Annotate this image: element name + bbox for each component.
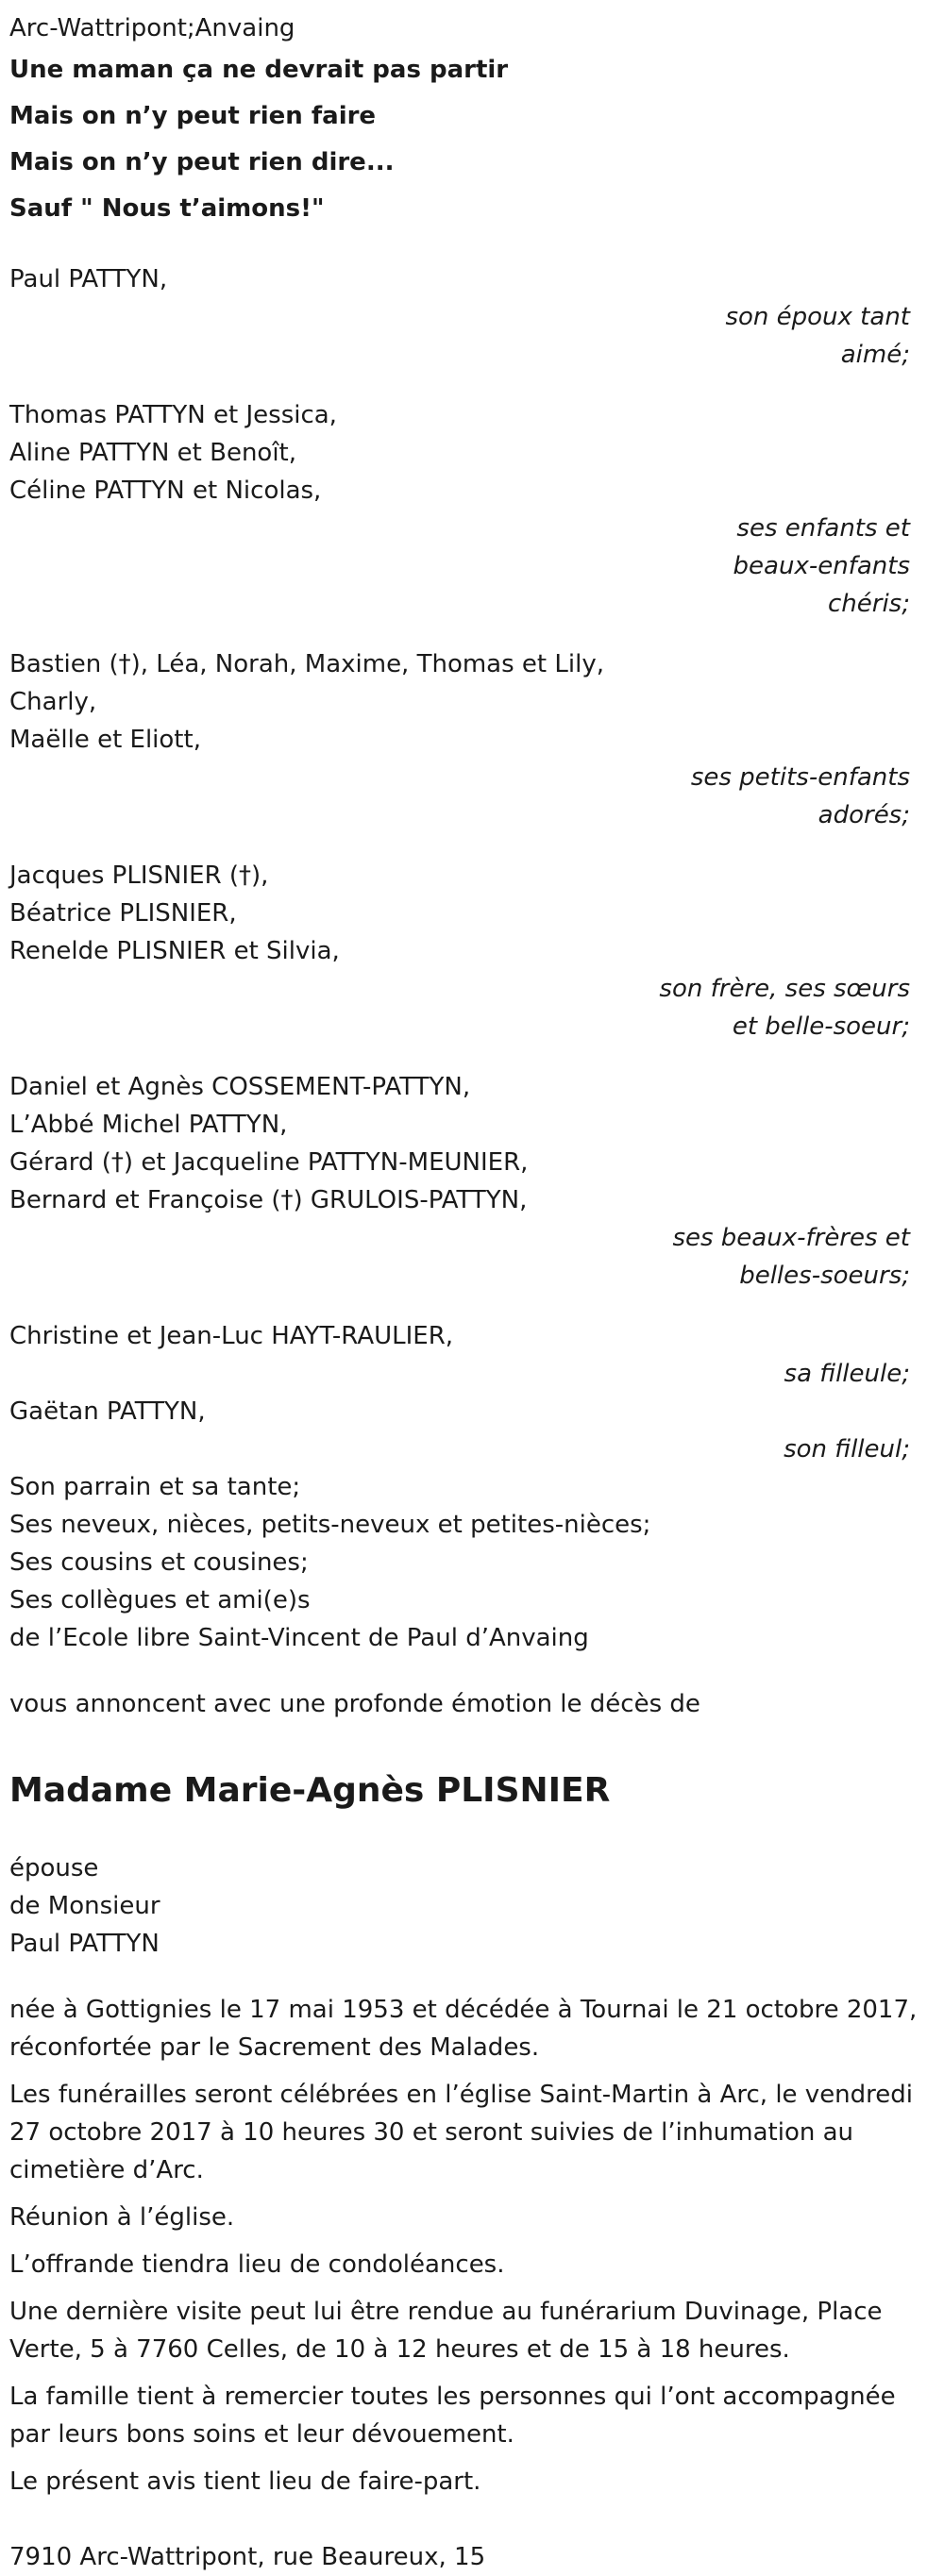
paragraph-line: La famille tient à remercier toutes les personnes qui l’ont accompagnée bbox=[9, 2383, 896, 2411]
spouse-line: Paul PATTYN bbox=[9, 1930, 160, 1958]
location-line: Arc-Wattripont;Anvaing bbox=[9, 14, 295, 42]
address-line: 7910 Arc-Wattripont, rue Beaureux, 15 bbox=[9, 2543, 486, 2571]
paragraph-line: L’offrande tiendra lieu de condoléances. bbox=[9, 2250, 505, 2279]
paragraph-line: cimetière d’Arc. bbox=[9, 2156, 204, 2184]
family-name: Daniel et Agnès COSSEMENT-PATTYN, bbox=[9, 1073, 471, 1101]
relation-text: aimé; bbox=[840, 341, 910, 369]
family-name: Renelde PLISNIER et Silvia, bbox=[9, 937, 340, 965]
relation-text: chéris; bbox=[828, 590, 910, 618]
relation-text: belles-soeurs; bbox=[739, 1262, 910, 1290]
funeral-paragraph bbox=[9, 2076, 933, 2189]
paragraph-line: réconfortée par le Sacrement des Malades. bbox=[9, 2033, 540, 2062]
relation-text: beaux-enfants bbox=[733, 552, 910, 580]
paragraph-line: par leurs bons soins et leur dévouement. bbox=[9, 2420, 514, 2449]
paragraph-line: Verte, 5 à 7760 Celles, de 10 à 12 heures et de 15 à 18 heures. bbox=[9, 2335, 790, 2364]
offering-paragraph bbox=[9, 2246, 933, 2283]
family-group bbox=[9, 1317, 933, 1393]
family-group bbox=[9, 260, 933, 374]
birth-death-paragraph bbox=[9, 1991, 933, 2066]
relation-text: ses petits-enfants bbox=[690, 763, 910, 792]
spouse-block bbox=[9, 1849, 933, 1963]
thanks-paragraph bbox=[9, 2378, 933, 2453]
relative-line: Ses cousins et cousines; bbox=[9, 1548, 309, 1577]
verse-line: Sauf " Nous t’aimons!" bbox=[9, 194, 325, 223]
paragraph-line: 27 octobre 2017 à 10 heures 30 et seront suivies de l’inhumation au bbox=[9, 2118, 854, 2147]
relation-text: sa filleule; bbox=[784, 1360, 910, 1388]
relative-line: Son parrain et sa tante; bbox=[9, 1473, 301, 1501]
paragraph-line: Le présent avis tient lieu de faire-part. bbox=[9, 2467, 481, 2496]
verse-block bbox=[9, 47, 933, 232]
family-name: Maëlle et Eliott, bbox=[9, 726, 201, 754]
family-name: Céline PATTYN et Nicolas, bbox=[9, 477, 322, 505]
verse-line: Une maman ça ne devrait pas partir bbox=[9, 56, 509, 84]
family-name: Charly, bbox=[9, 688, 97, 716]
family-group bbox=[9, 1393, 933, 1468]
relative-line: Ses neveux, nièces, petits-neveux et petites-nièces; bbox=[9, 1511, 651, 1539]
family-group bbox=[9, 645, 933, 834]
family-name: Bernard et Françoise (†) GRULOIS-PATTYN, bbox=[9, 1186, 528, 1214]
verse-line: Mais on n’y peut rien faire bbox=[9, 102, 377, 130]
relation-text: son filleul; bbox=[784, 1435, 910, 1464]
family-name: Bastien (†), Léa, Norah, Maxime, Thomas et Lily, bbox=[9, 650, 604, 678]
relation-text: ses beaux-frères et bbox=[672, 1224, 910, 1252]
details-block bbox=[9, 1991, 933, 2501]
spouse-line: de Monsieur bbox=[9, 1892, 160, 1920]
family-name: L’Abbé Michel PATTYN, bbox=[9, 1111, 288, 1139]
deceased-name: Madame Marie-Agnès PLISNIER bbox=[9, 1771, 611, 1810]
other-relatives bbox=[9, 1468, 933, 1657]
relative-line: de l’Ecole libre Saint-Vincent de Paul d’Anvaing bbox=[9, 1624, 589, 1652]
family-name: Gérard (†) et Jacqueline PATTYN-MEUNIER, bbox=[9, 1148, 529, 1177]
relation-text: et belle-soeur; bbox=[732, 1012, 910, 1041]
family-name: Paul PATTYN, bbox=[9, 265, 168, 293]
paragraph-line: Réunion à l’église. bbox=[9, 2203, 235, 2232]
verse-line: Mais on n’y peut rien dire... bbox=[9, 148, 395, 176]
relation-text: son époux tant bbox=[725, 303, 910, 331]
spouse-line: épouse bbox=[9, 1854, 99, 1882]
relation-text: ses enfants et bbox=[736, 514, 910, 543]
paragraph-line: née à Gottignies le 17 mai 1953 et décédée à Tournai le 21 octobre 2017, bbox=[9, 1996, 918, 2024]
family-name: Jacques PLISNIER (†), bbox=[9, 861, 269, 890]
paragraph-line: Les funérailles seront célébrées en l’église Saint-Martin à Arc, le vendredi bbox=[9, 2081, 914, 2109]
family-name: Béatrice PLISNIER, bbox=[9, 899, 237, 928]
family-name: Gaëtan PATTYN, bbox=[9, 1397, 206, 1426]
family-group bbox=[9, 1068, 933, 1295]
visit-paragraph bbox=[9, 2293, 933, 2368]
paragraph-line: Une dernière visite peut lui être rendue au funérarium Duvinage, Place bbox=[9, 2298, 883, 2326]
meeting-paragraph bbox=[9, 2199, 933, 2236]
family-name: Thomas PATTYN et Jessica, bbox=[9, 401, 337, 429]
notice-paragraph bbox=[9, 2463, 933, 2501]
announcement-text: vous annoncent avec une profonde émotion le décès de bbox=[9, 1690, 700, 1718]
family-name: Aline PATTYN et Benoît, bbox=[9, 439, 297, 467]
relation-text: son frère, ses sœurs bbox=[659, 975, 910, 1003]
family-group bbox=[9, 857, 933, 1045]
family-name: Christine et Jean-Luc HAYT-RAULIER, bbox=[9, 1322, 454, 1350]
relation-text: adorés; bbox=[818, 801, 910, 829]
relative-line: Ses collègues et ami(e)s bbox=[9, 1586, 311, 1614]
family-group bbox=[9, 396, 933, 623]
